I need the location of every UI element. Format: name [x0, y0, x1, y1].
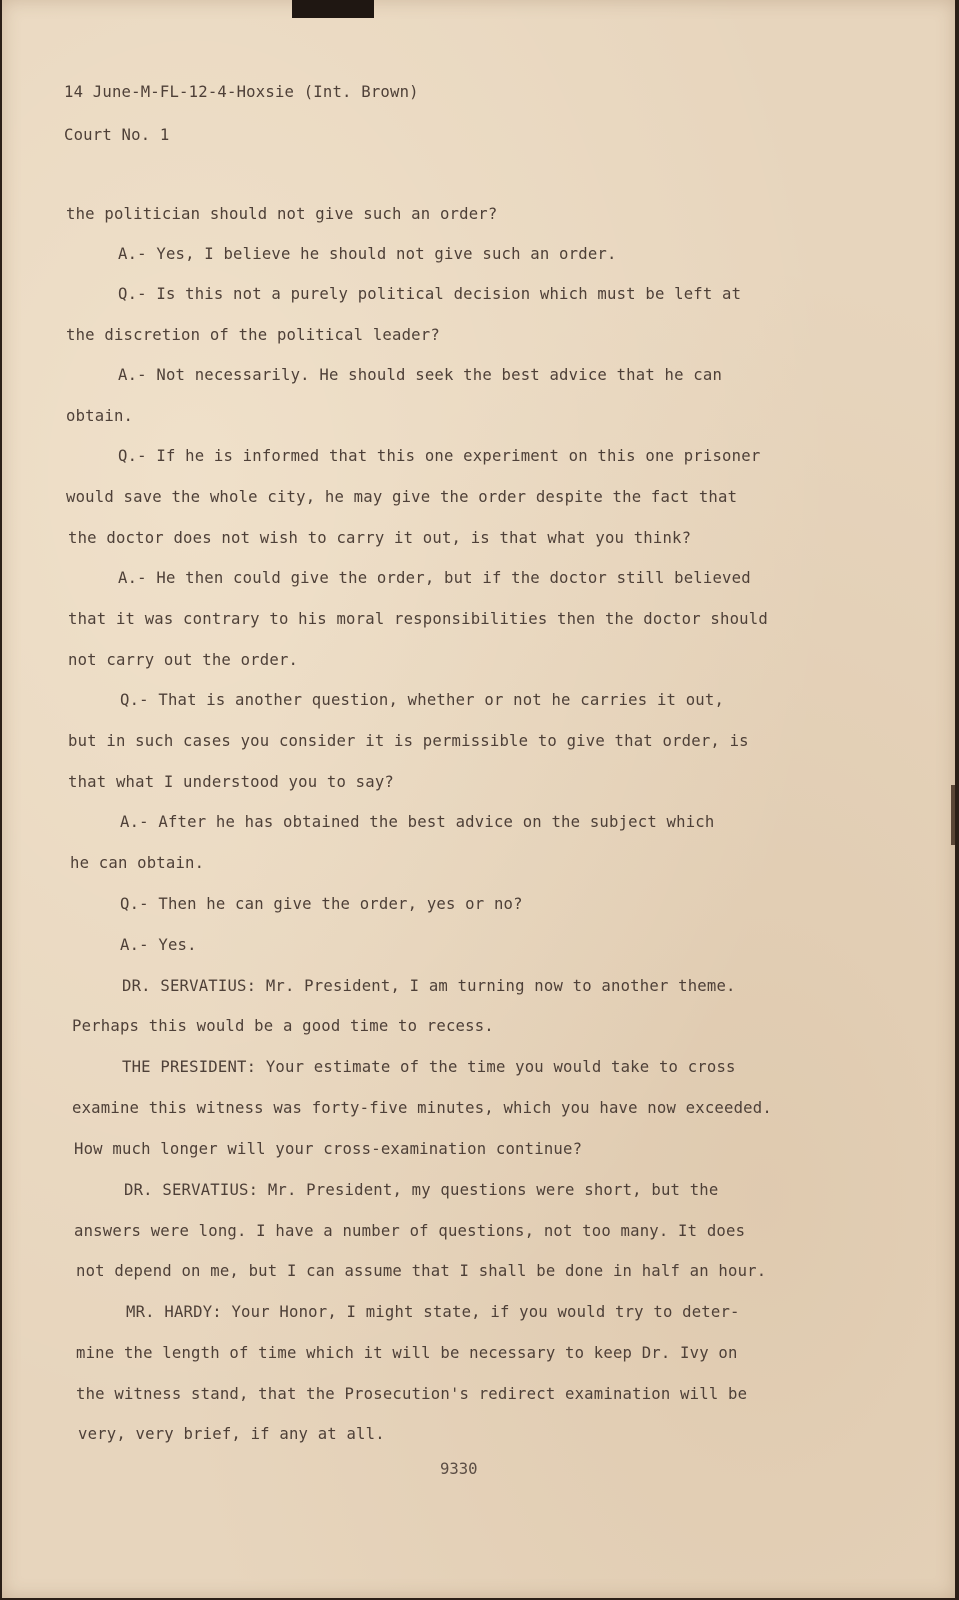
text-line: A.- Yes.: [120, 936, 197, 954]
text-line: A.- Not necessarily. He should seek the best advice that he can: [118, 366, 723, 384]
text-line: Q.- If he is informed that this one experiment on this one prisoner: [118, 447, 761, 465]
text-line: not carry out the order.: [68, 651, 299, 669]
text-line: DR. SERVATIUS: Mr. President, I am turning now to another theme.: [122, 977, 736, 995]
transcript-page: [2, 0, 955, 1598]
text-line: would save the whole city, he may give the order despite the fact that: [66, 488, 738, 506]
binder-tab: [292, 0, 374, 18]
text-line: the discretion of the political leader?: [66, 326, 440, 344]
page-number: 9330: [440, 1460, 478, 1478]
text-line: A.- He then could give the order, but if the doctor still believed: [118, 569, 751, 587]
text-line: very, very brief, if any at all.: [78, 1425, 385, 1443]
header-reference: 14 June-M-FL-12-4-Hoxsie (Int. Brown): [64, 83, 419, 101]
text-line: Perhaps this would be a good time to recess.: [72, 1017, 494, 1035]
text-line: the doctor does not wish to carry it out, is that what you think?: [68, 529, 692, 547]
text-line: DR. SERVATIUS: Mr. President, my questions were short, but the: [124, 1181, 719, 1199]
text-line: THE PRESIDENT: Your estimate of the time you would take to cross: [122, 1058, 736, 1076]
text-line: A.- Yes, I believe he should not give such an order.: [118, 245, 617, 263]
text-line: that what I understood you to say?: [68, 773, 394, 791]
text-line: the witness stand, that the Prosecution's redirect examination will be: [76, 1385, 748, 1403]
text-line: A.- After he has obtained the best advice on the subject which: [120, 813, 715, 831]
text-line: the politician should not give such an order?: [66, 205, 498, 223]
text-line: mine the length of time which it will be necessary to keep Dr. Ivy on: [76, 1344, 738, 1362]
text-line: examine this witness was forty-five minutes, which you have now exceeded.: [72, 1099, 772, 1117]
text-line: but in such cases you consider it is permissible to give that order, is: [68, 732, 749, 750]
text-line: obtain.: [66, 407, 134, 425]
text-line: Q.- Then he can give the order, yes or no?: [120, 895, 523, 913]
text-line: not depend on me, but I can assume that I shall be done in half an hour.: [76, 1262, 767, 1280]
text-line: Q.- That is another question, whether or not he carries it out,: [120, 691, 725, 709]
text-line: he can obtain.: [70, 854, 205, 872]
text-line: answers were long. I have a number of questions, not too many. It does: [74, 1222, 746, 1240]
text-line: MR. HARDY: Your Honor, I might state, if you would try to deter-: [126, 1303, 740, 1321]
text-line: that it was contrary to his moral responsibilities then the doctor should: [68, 610, 768, 628]
text-line: How much longer will your cross-examination continue?: [74, 1140, 583, 1158]
header-court: Court No. 1: [64, 126, 170, 144]
text-line: Q.- Is this not a purely political decision which must be left at: [118, 285, 742, 303]
